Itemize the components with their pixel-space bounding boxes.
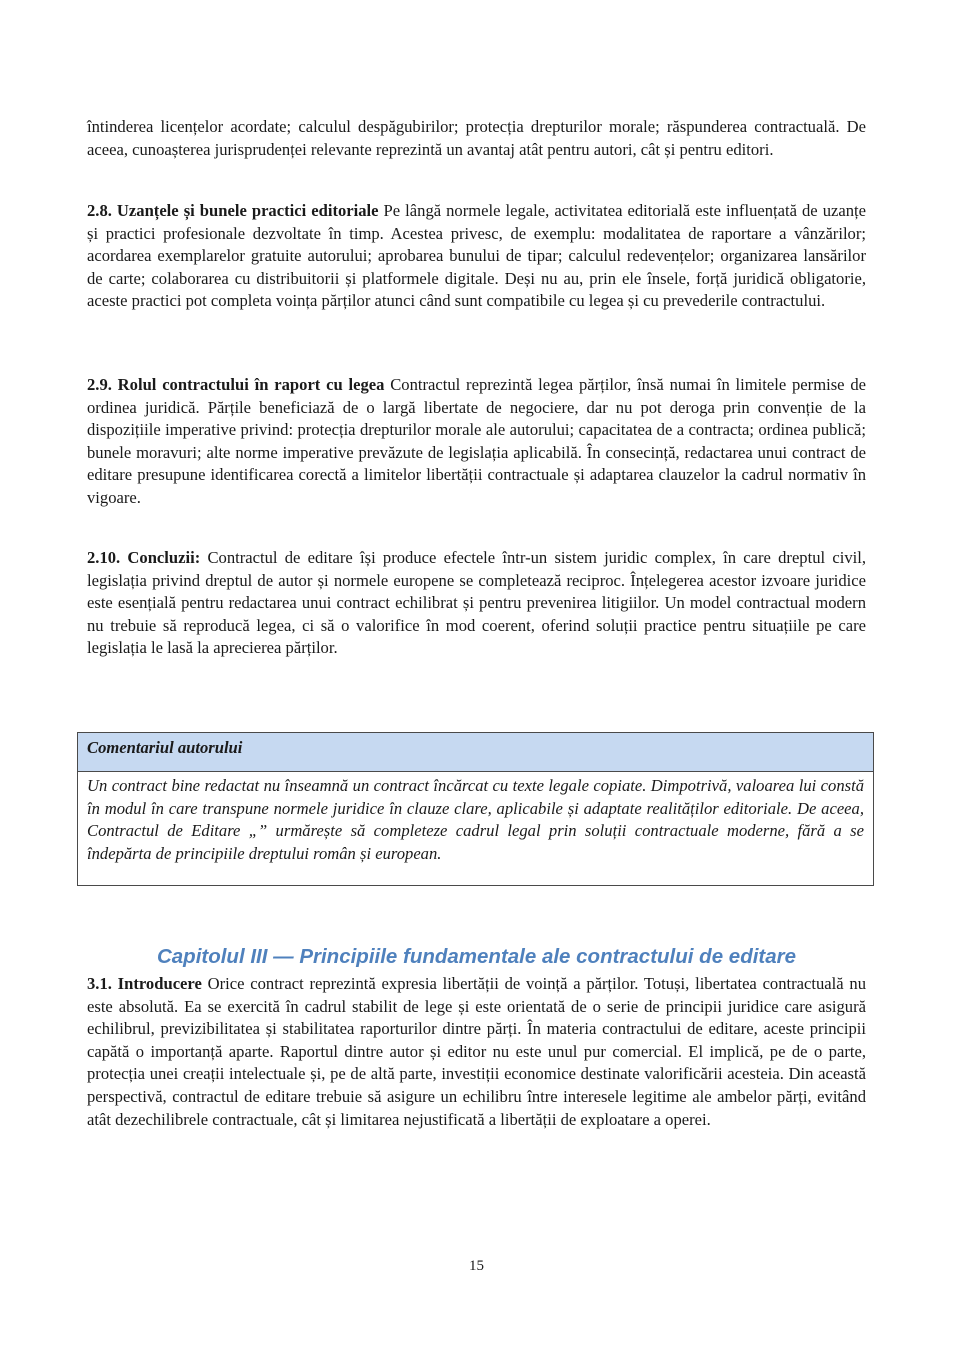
chapter-title: Capitolul III — Principiile fundamentale ale contractului de editare <box>156 945 797 968</box>
paragraph-text: Contractul de editare își produce efectele într-un sistem juridic complex, în care dreptul civil, legislația privind dreptul de autor și normele europene se completează reciproc. Înțelegerea acestor izvoare juridice este esențială pentru redactarea unui contract echilibrat și pentru prevenirea litigiilor. Un model contractual modern nu trebuie să reproducă legea, ci să o valorifice în mod coerent, oferind soluții practice pentru situațiile pe care legislația le lasă la aprecierea părților. <box>87 548 866 658</box>
author-comment-box <box>77 732 874 886</box>
section-2-9-paragraph <box>87 374 866 510</box>
section-3-1-paragraph <box>87 973 866 1131</box>
author-comment-title: Comentariul autorului <box>78 733 873 772</box>
paragraph-text: Contractul reprezintă legea părților, însă numai în limitele permise de ordinea juridică. Părțile beneficiază de o largă libertate de negociere, dar nu pot deroga prin convenție de la dispozițiile imperative privind: protecția drepturilor morale ale autorului; capacitatea de a contracta; ordinea publică; bunele moravuri; alte norme imperative prevăzute de legislația aplicabilă. În consecință, redactarea unui contract de editare presupune identificarea corectă a limitelor libertății contractuale și adaptarea clauzelor la cadrul normativ în vigoare. <box>87 375 866 507</box>
paragraph-text: întinderea licențelor acordate; calculul despăgubirilor; protecția drepturilor morale; răspunderea contractuală. De aceea, cunoașterea jurisprudenței relevante reprezintă un avantaj atât pentru autori, cât și pentru editori. <box>87 117 866 159</box>
paragraph-intro <box>87 116 866 161</box>
author-comment-text: Un contract bine redactat nu înseamnă un contract încărcat cu texte legale copiate. Dimpotrivă, valoarea lui constă în modul în care transpune normele juridice în clauze clare, aplicabile și adaptate realităților editoriale. De aceea, Contractul de Editare „” urmărește să completeze cadrul legal prin soluții contractuale moderne, fără a se îndepărta de principiile dreptului român și european. <box>87 776 864 863</box>
section-heading: 3.1. Introducere <box>87 974 202 993</box>
paragraph-text: Pe lângă normele legale, activitatea editorială este influențată de uzanțe și practici profesionale dezvoltate în timp. Acestea privesc, de exemplu: modalitatea de raportare a vânzărilor; acordarea exemplarelor gratuite autorului; aprobarea bunului de tipar; calculul redevențelor; organizarea lansărilor de carte; colaborarea cu distribuitorii și platformele digitale. Deși nu au, prin ele însele, forță juridică obligatorie, aceste practici pot completa voința părților atunci când sunt compatibile cu legea și cu prevederile contractului. <box>87 201 867 311</box>
section-heading: 2.8. Uzanțele și bunele practici editoriale <box>87 201 379 220</box>
paragraph-text: Orice contract reprezintă expresia libertății de voință a părților. Totuși, libertatea contractuală nu este absolută. Ea se exercită în cadrul stabilit de lege și este orientată de o serie de principii juridice care asigură echilibrul, previzibilitatea și stabilitatea raporturilor dintre părți. În materia contractului de editare, aceste principii capătă o importanță aparte. Raportul dintre autor și editor nu este unul pur comercial. El implică, pe de o parte, protecția unei creații intelectuale și, pe de altă parte, investiții economice destinate valorificării acesteia. Din această perspectivă, contractul de editare trebuie să asigure un echilibru între interesele legitime ale ambelor părți, evitând atât dezechilibrele contractuale, cât și limitarea nejustificată a libertății de exploatare a operei. <box>87 974 867 1129</box>
section-heading: 2.9. Rolul contractului în raport cu legea <box>87 375 385 394</box>
page-number: 15 <box>469 1258 484 1274</box>
section-2-10-paragraph <box>87 547 866 660</box>
section-2-8-paragraph <box>87 200 866 313</box>
section-heading: 2.10. Concluzii: <box>87 548 201 567</box>
